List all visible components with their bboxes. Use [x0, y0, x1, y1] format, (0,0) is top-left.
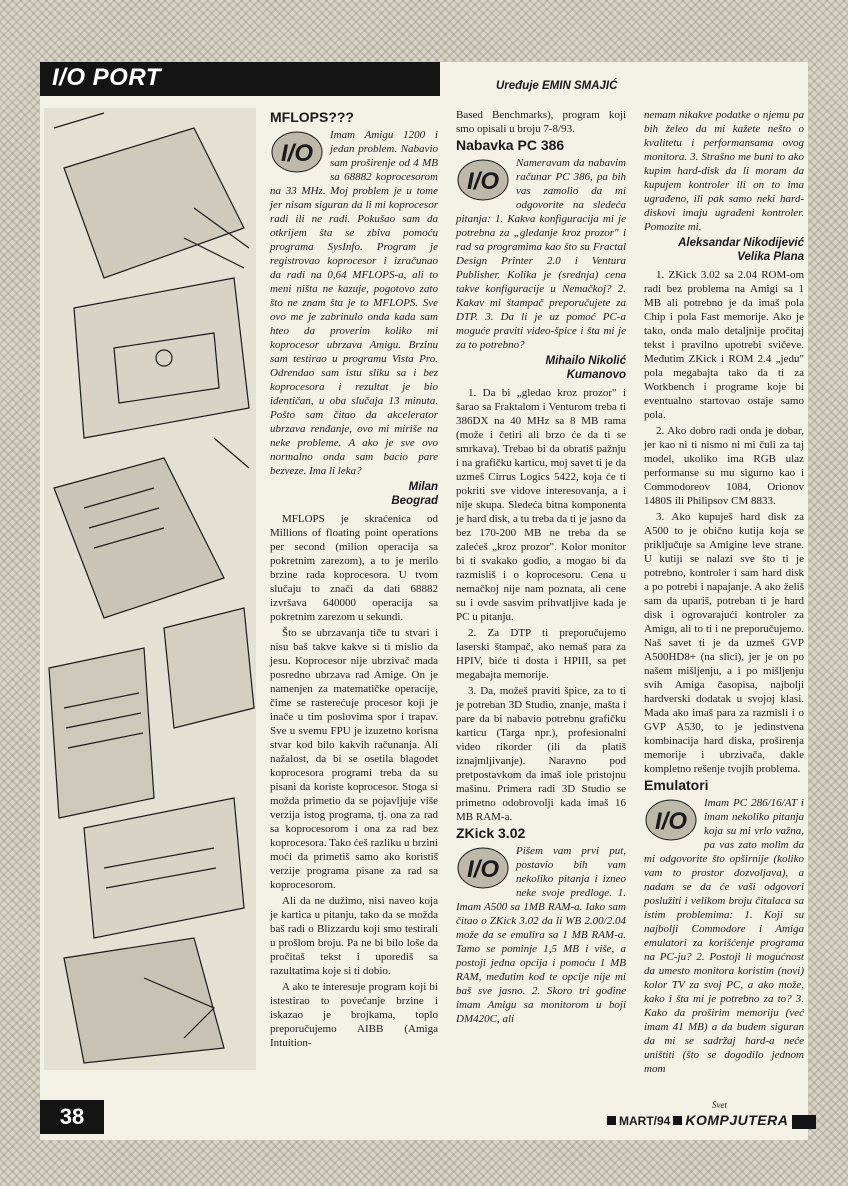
square-bullet-icon — [673, 1116, 682, 1125]
continued-question: nemam nikakve podatke o njemu pa bih želeo da mi kažete nešto o kvalitetu i performansama ovog monitora. 3. Strašno me buni to ako kupim hard-disk da li moram da kupujem kontroler ili on to ima ugrađeno, ili pak samo neki hard-diskovi imaju ugrađeni kontroler. Pomozite mi. — [644, 109, 804, 233]
signature-place: Velika Plana — [737, 251, 804, 263]
signature-name: Mihailo Nikolić — [545, 355, 626, 367]
footer-block-icon — [792, 1115, 816, 1129]
answer-paragraph: 1. Da bi „gledao kroz prozor" i šarao sa Fraktalom i Venturom treba ti 386DX na 40 MHz sa 8 MB rama (može i četiri ali brzo će da ti se smrkava). Trebao bi da obratiš pažnju i na grafičku karticu, moj savet ti je da uzmeš Cirrus Logics 5422, koja će ti pokriti sve vidove interesovanja, a i nije skupa. Sledeća bitna komponenta je hard disk, a tu treba da ti je jasno da bez 170-200 MB ne treba da se zalećeš „kroz prozor". Kolor monitor bi ti svakako godio, a mogao bi da razmisliš i o koprocesoru. Cena u nemačkoj nije nam poznata, ali cene su i ovde sasvim prihvatljive kada je PC u pitanju. — [456, 387, 626, 623]
io-badge-text: I/O — [466, 168, 500, 195]
answer-paragraph: MFLOPS je skraćenica od Millions of floating point operations per second (milion operacija sa pokretnim zarezom), a to je merilo brzine rada koprocesora. U tvom slučaju to znači da dati 68882 izvršava 640000 operacija sa pokretnim zarezom u sekundi. — [270, 513, 438, 623]
illustration-computer-collage — [44, 108, 256, 1070]
io-badge-icon — [644, 798, 698, 842]
answer-paragraph: 2. Ako dobro radi onda je dobar, jer kao ni ti nismo ni mi čuli za taj model, ukoliko ima RGB ulaz performanse su mu sigurno kao i Commodoreov 1084, Orionov 1480S ili Philipsov CM 8833. — [644, 425, 804, 507]
io-badge-icon — [456, 846, 510, 890]
column-1 — [270, 108, 438, 1052]
column-3 — [644, 108, 804, 1078]
magazine-name-small: Svet — [712, 1100, 727, 1110]
continued-text: Based Benchmarks), program koji smo opisali u broju 7-8/93. — [456, 109, 626, 135]
signature-name: Aleksandar Nikodijević — [678, 237, 804, 249]
article-title-zkick: ZKick 3.02 — [456, 825, 526, 841]
answer-paragraph: 3. Da, možeš praviti špice, za to ti je potreban 3D Studio, znanje, mašta i pare da bi nabavio potrebnu grafičku karticu (Targa npr.), profesionalni video rikorder (ili da platiš iznajmljivanje). Naravno pod pretpostavkom da imaš iole pristojnu mašinu. Primera radi 3D Studio se primetno odobrovolji kada imaš 16 MB RAM-a. — [456, 685, 626, 823]
article-title-emulatori: Emulatori — [644, 777, 709, 793]
question-pc386 — [456, 156, 626, 352]
signature-place: Beograd — [391, 495, 438, 507]
signature — [644, 236, 804, 264]
signature — [270, 480, 438, 508]
page-number: 38 — [40, 1100, 104, 1134]
article-title-mflops: MFLOPS??? — [270, 109, 354, 125]
question-zkick — [456, 844, 626, 1026]
issue-date: MART/94 — [619, 1114, 671, 1128]
answer-paragraph: Ali da ne dužimo, nisi naveo koja je kartica u pitanju, tako da se možda baš radi o Blizzardu koji smo testirali u prošlom broju. Pa ne bi bilo loše da pročitaš tekst i uporediš sa razultatima koje si ti dobio. — [270, 895, 438, 977]
question-mflops — [270, 128, 438, 478]
magazine-name: KOMPJUTERA — [685, 1112, 789, 1128]
section-title: I/O PORT — [52, 64, 161, 91]
question-emulatori — [644, 796, 804, 1076]
question-text: Imam Amigu 1200 i jedan problem. Nabavio sam proširenje od 4 MB sa 68882 koprocesorom na 33 MHz. Moj problem je u tome jer nisam siguran da li mi koprocesor radi ili ne radi. Pokušao sam da otkrijem šta se zbiva pomoću programa SysInfo. Program je registrovao koprocesor i izračunao da radi na 0,64 MFLOPS-a, ali to meni ništa ne kazuje, pogotovo zato što ne znam šta je to MFLOPS. Sve ovo me je zabrinulo onda kada sam hteo da proverim koliko mi koprocesor ubrzava Amigu. Brzinu sam testirao u programu Vista Pro. Odrendao sam istu sliku sa i bez koprocesora i rezultat je bio identičan, u oba slučaja 13 minuta. Pošto sam čitao da akcelerator ubrzava renđanje, ovo mi miriše na neke probleme. A ako je sve ovo normalno onda sam bacio pare bezveze. Ima li leka? — [270, 129, 438, 477]
question-text: Nameravam da nabavim računar PC 386, pa bih vas zamolio da mi odgovorite na sledeća pitanja: 1. Kakva konfiguracija mi je potrebna za „gledanje kroz prozor" i rad sa programima kao što su Fractal Design Printer 2.0 i Ventura Publisher. Kolika je (srednja) cena takve konfiguracije u Nemačkoj? 2. Kakav mi štampač preporučujete za DTP. 3. Da li je uz pomoć PC-a moguće praviti video-špice i šta mi je za to potrebno? — [456, 157, 626, 351]
io-badge-text: I/O — [466, 856, 500, 883]
column-2 — [456, 108, 626, 1028]
editor-credit: Uređuje EMIN SMAJIĆ — [496, 80, 618, 92]
answer-paragraph: A ako te interesuje program koji bi istestirao to povećanje brzine i iskazao je brojkama, toplo preporučujemo AIBB (Amiga Intuition- — [270, 981, 438, 1049]
io-badge-icon — [456, 158, 510, 202]
answer-paragraph: 3. Ako kupuješ hard disk za A500 to je obično kutija koja se priključuje sa Amigine leve strane. U kutiji se nalazi sve što ti je potrebno, kontroler i sam hard disk a po potrebi i napajanje. A ako želiš sam da upariš, potreban ti je hard disk i ogrovarajući kontroler za Amigu, ali to ti i ne preporučujemo. Naš savet ti je da uzmeš GVP A500HD8+ (na slici), jer je on po našem mišljenju, a i po mišljenju svih Amiga časopisa, najbolji hardverski dodatak u svojoj klasi. Mada ako imaš para za razmisli i o GVP A530, to je jedinstvena kombinacija hard diska, proširenja memorije i ubrzivača, dakle kompletno rešenje tvojih problema. — [644, 511, 804, 775]
signature — [456, 354, 626, 382]
question-text: Pišem vam prvi put, postavio bih vam nekoliko pitanja i izneo neke svoje predloge. 1. Imam A500 sa 1MB RAM-a. Iako sam čitao o ZKick 3.02 da li WB 2.00/2.04 može da se emulira sa 1 MB RAM-a. Tamo se pominje 1,5 MB i više, a postoji jedna opcija i pomoću 1 MB RAM, međutim kod te opcije nije mi baš sve jasno. 2. Skoro tri godine imam Amigu sa monitorom u boji DM420C, ali — [456, 845, 626, 1025]
answer-paragraph: 2. Za DTP ti preporučujemo laserski štampač, ako nemaš para za HPIV, biće ti dosta i HPIII, sa pet megabajta memorije. — [456, 627, 626, 681]
article-title-pc386: Nabavka PC 386 — [456, 137, 565, 153]
io-badge-text: I/O — [280, 140, 314, 167]
answer-paragraph: 1. ZKick 3.02 sa 2.04 ROM-om radi bez problema na Amigi sa 1 MB ali potrebno je da imaš pola Chip i pola Fast memorije. Ako je tako, onda malo detaljnije pročitaj tekst i pravilno upotrebi svičeve. Međutim ZKick i ROM 2.4 „jedu" pola megabajta tako da ti za Workbench i programe koje bi eventualno startovao ostaje samo pola. — [644, 269, 804, 421]
io-badge-icon — [270, 130, 324, 174]
answer-paragraph: Što se ubrzavanja tiče tu stvari i nisu baš takve kakve si ti mislio da jesu. Koprocesor nije ubrzivač mada posredno ubrzava rad Amige. On je namenjen za matematičke operacije, čime se rasterećuje procesor koji je inače u tim poslovima spor i trapav. Sve u svemu FPU je izuzetno korisna stvar kod bilo kakvih računanja. Ali nažalost, da bi se osetila blagodet koprocesora programi treba da su pisani da koriste koprocesor. Stoga si možda primetio da se pojavljuje više verzija istog programa, tj. ona za rad sa koprocesorom i ona za rad bez koprocesora. Tako ćeš razliku u brzini moći da primetiš samo ako koristiš verzije programa pisane za rad sa koprocesorom. — [270, 627, 438, 891]
question-text: Imam PC 286/16/AT i imam nekoliko pitanja koja su mi vrlo važna, pa vas zato molim da mi odgovorite što opširnije (koliko vam to prostor dozvoljava), a nadam se da će vaši odgovori poslužiti i velikom broju čitalaca sa istim problemima: 1. Koji su najbolji Commodore i Amiga emulatori za korišćenje programa na PC-ju? 2. Postoji li mogućnost da umesto monitora koristim (novi) kolor TV za svoj PC, a ako može, kako i šta mi je potrebno za to? 3. Kako da proširim memoriju (već imam 41 MB) a da budem siguran da mi se sadržaj hard-a neće uništiti (što se dogodilo jednom mom — [644, 797, 804, 1075]
io-badge-text: I/O — [654, 808, 688, 835]
square-bullet-icon — [607, 1116, 616, 1125]
footer-issue — [604, 1100, 816, 1129]
signature-name: Milan — [408, 481, 438, 493]
signature-place: Kumanovo — [566, 369, 626, 381]
